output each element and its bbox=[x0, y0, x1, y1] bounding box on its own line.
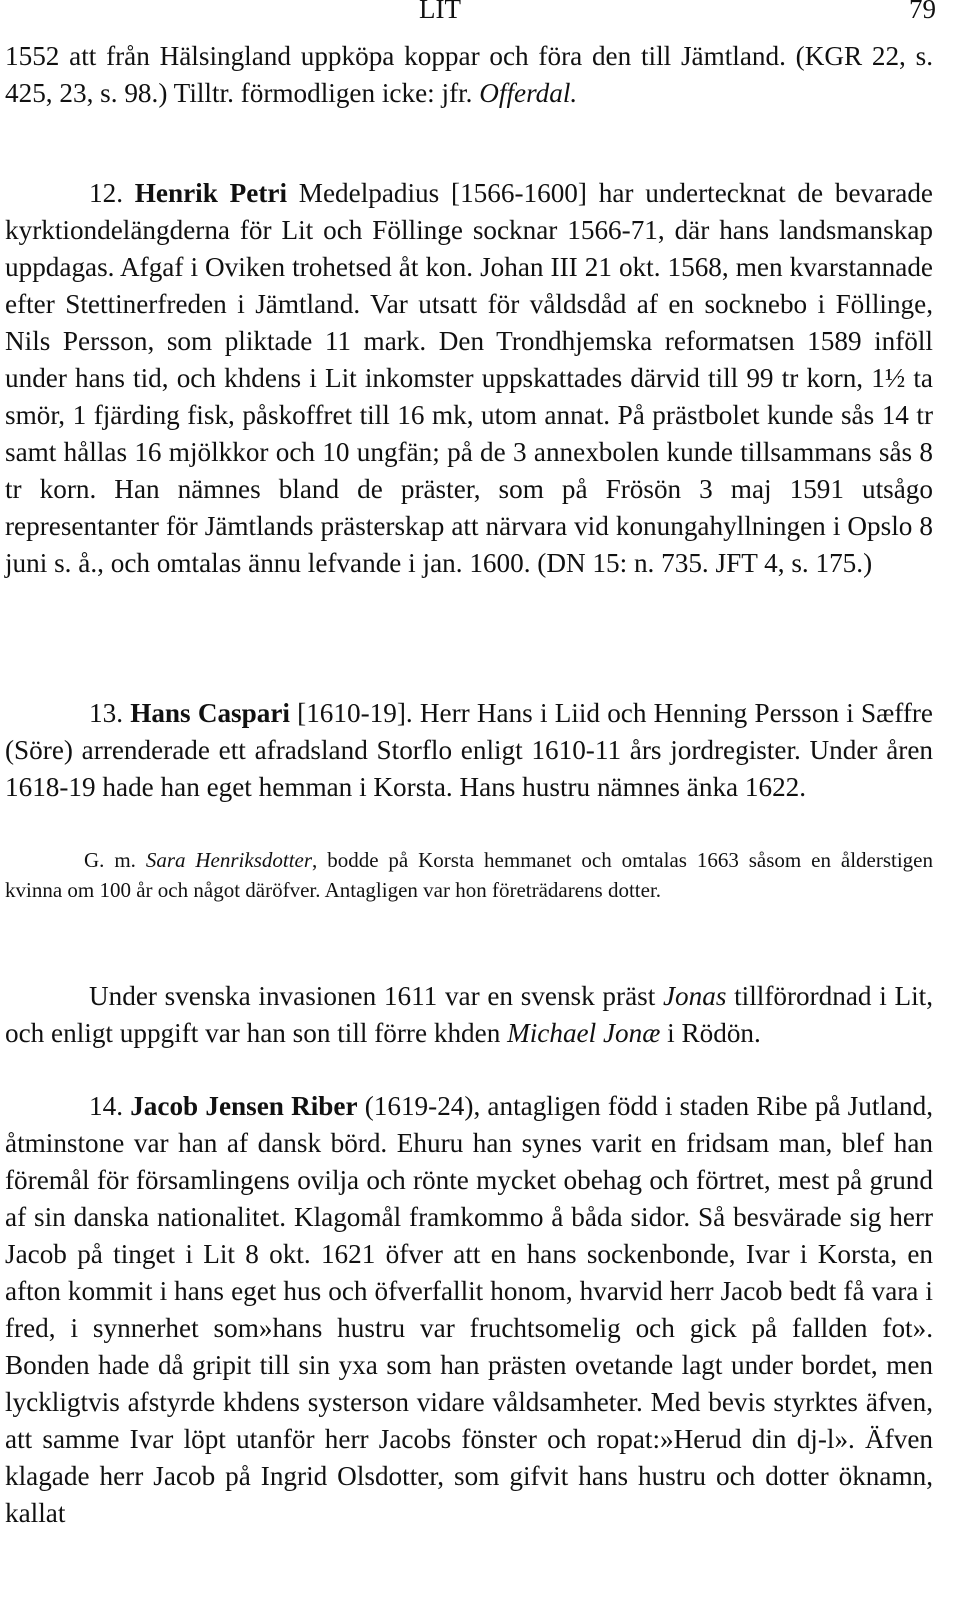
note-text: , bodde på Korsta hemmanet och omtalas 1663 såsom en ålderstigen kvinna om 100 år och något däröfver. Antagligen var hon företrädarens dotter. bbox=[5, 848, 934, 902]
person-name-jonas: Jonas bbox=[662, 981, 727, 1011]
entry-text: (1619-24), antagligen född i staden Ribe på Jutland, åtminstone var han af dansk börd. Ehuru han synes varit en fridsam man, blef han föremål för församlingens ovilja och rönte mycket obehag och förtret, mest på grund af sin danska nationalitet. Klagomål framkommo å båda sidor. Så besvärade sig herr Jacob på tinget i Lit 8 okt. 1621 öfver att en hans sockenbonde, Ivar i Korsta, en afton kommit i hans eget hus och öfverfallit honom, hvarvid herr Jacob bedt få vara i fred, i synnerhet som»hans hustru var fruchtsomelig och gick på fallden fot». Bonden hade då gripit till sin yxa som han prästen ovetande lagt under bordet, men lyckligtvis afstyrde khdens systerson vidare våldsamheter. Med bevis styrktes äfven, att samme Ivar löpt utanför herr Jacobs fönster och ropat:»Herud din dj-l». Äfven klagade herr Jacob på Ingrid Olsdotter, som gifvit hans hustru och dotter öknamn, kallat bbox=[5, 1091, 933, 1528]
paragraph-text: i Rödön. bbox=[660, 1018, 761, 1048]
spouse-name: Sara Henriksdotter bbox=[145, 848, 313, 872]
paragraph-continuation bbox=[5, 38, 933, 112]
entry-number: 14. bbox=[89, 1091, 131, 1121]
page-number: 79 bbox=[909, 0, 936, 24]
paragraph-text: Under svenska invasionen 1611 var en svensk präst bbox=[89, 981, 663, 1011]
entry-number: 12. bbox=[89, 178, 135, 208]
paragraph-text: 1552 att från Hälsingland uppköpa koppar och föra den till Jämtland. (KGR 22, s. 425, 23, s. 98.) Tilltr. förmodligen icke: jfr. bbox=[5, 41, 933, 108]
entry-text: Medelpadius [1566-1600] har undertecknat de bevarade kyrktiondelängderna för Lit och Föllinge socknar 1566-71, där hans landsmanskap uppdagas. Afgaf i Oviken trohetsed åt kon. Johan III 21 okt. 1568, men kvarstannade efter Stettinerfreden i Jämtland. Var utsatt för våldsdåd af en socknebo i Föllinge, Nils Persson, som pliktade 11 mark. Den Trondhjemska reformatsen 1589 inföll under hans tid, och khdens i Lit inkomster uppskattades därvid till 99 tr korn, 1½ ta smör, 1 fjärding fisk, påskoffret till 16 mk, utom annat. På prästbolet kunde sås 14 tr samt hållas 16 mjölkkor och 10 ungfän; på de 3 annexbolen kunde tillsammans sås 8 tr korn. Han nämnes bland de präster, som på Frösön 3 maj 1591 utsågo representanter för Jämtlands prästerskap att närvara vid konungahyllningen i Opslo 8 juni s. å., och omtalas ännu lefvande i jan. 1600. (DN 15: n. 735. JFT 4, s. 175.) bbox=[5, 178, 933, 578]
entry-text: [1610-19]. Herr Hans i Liid och Henning Persson i Sæffre (Söre) arrenderade ett afradsland Storflo enligt 1610-11 års jordregister. Under åren 1618-19 hade han eget hemman i Korsta. Hans hustru nämnes änka 1622. bbox=[5, 698, 933, 802]
note-text: G. m. bbox=[84, 848, 146, 872]
entry-14-jacob-jensen-riber bbox=[5, 1088, 933, 1532]
paragraph-text: tillförordnad i Lit, och enligt uppgift var han son till förre khden bbox=[5, 981, 933, 1048]
entry-13-marriage-note bbox=[5, 845, 933, 905]
entry-number: 13. bbox=[89, 698, 131, 728]
running-header-title: LIT bbox=[419, 0, 461, 24]
person-name-michael-jonae: Michael Jonæ bbox=[507, 1018, 661, 1048]
entry-name: Henrik Petri bbox=[134, 178, 287, 208]
entry-13-hans-caspari bbox=[5, 695, 933, 806]
entry-name: Hans Caspari bbox=[130, 698, 290, 728]
cross-reference-offerdal: Offerdal. bbox=[479, 78, 578, 108]
paragraph-invasion-1611 bbox=[5, 978, 933, 1052]
entry-name: Jacob Jensen Riber bbox=[130, 1091, 358, 1121]
entry-12-henrik-petri bbox=[5, 175, 933, 582]
